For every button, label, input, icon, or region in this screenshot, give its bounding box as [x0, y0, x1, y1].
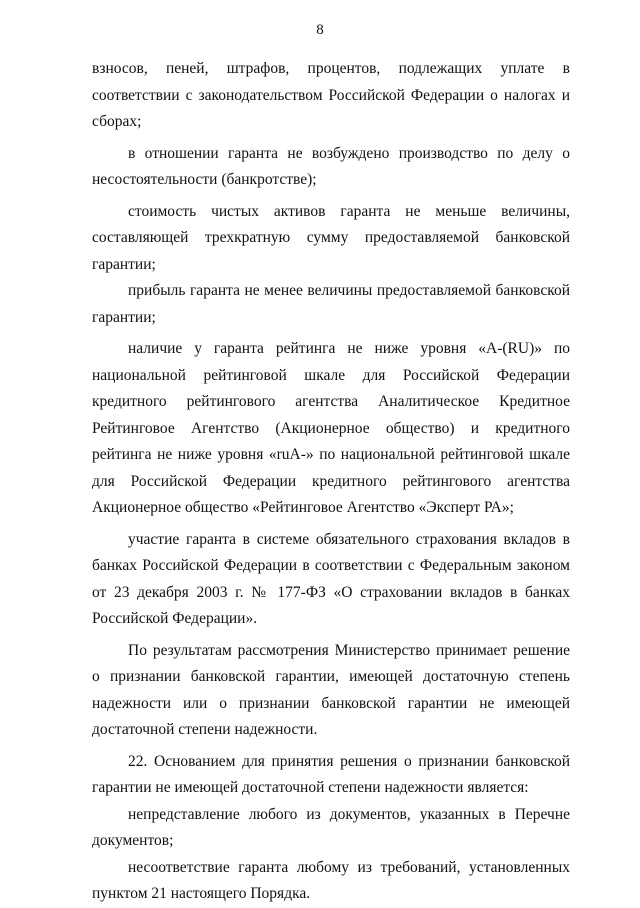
paragraph-5: наличие у гаранта рейтинга не ниже уровня «A-(RU)» по национальной рейтинговой шкале для Российской Федерации кредитного рейтингового агентства Аналитическое Кредитное Рейтинговое Агентство (Акционерное общество) и кредитного рейтинга не ниже уровня «ruA-» по национальной рейтинговой шкале для Российской Федерации кредитного рейтингового агентства Акционерное общество «Рейтинговое Агентство «Эксперт РА»;: [92, 340, 570, 516]
document-body: [92, 56, 570, 908]
paragraph-3: стоимость чистых активов гаранта не меньше величины, составляющей трехкратную сумму предоставляемой банковской гарантии;: [92, 202, 570, 273]
paragraph-4: прибыль гаранта не менее величины предоставляемой банковской гарантии;: [92, 282, 570, 326]
paragraph-7: По результатам рассмотрения Министерство принимает решение о признании банковской гарантии, имеющей достаточную степень надежности или о признании банковской гарантии не имеющей достаточной степени надежности.: [92, 641, 570, 738]
paragraph-9: непредставление любого из документов, указанных в Перечне документов;: [92, 805, 570, 849]
paragraph-2: в отношении гаранта не возбуждено производство по делу о несостоятельности (банкротстве);: [92, 144, 570, 188]
paragraph-10: несоответствие гаранта любому из требований, установленных пунктом 21 настоящего Порядка.: [92, 858, 570, 902]
paragraph-8: 22. Основанием для принятия решения о признании банковской гарантии не имеющей достаточной степени надежности является:: [92, 752, 570, 796]
page-number: 8: [316, 22, 324, 38]
paragraph-6: участие гаранта в системе обязательного страхования вкладов в банках Российской Федерации в соответствии с Федеральным законом от 23 декабря 2003 г. № 177-ФЗ «О страховании вкладов в банках Российской Федерации».: [92, 530, 570, 627]
paragraph-1: взносов, пеней, штрафов, процентов, подлежащих уплате в соответствии с законодательством Российской Федерации о налогах и сборах;: [92, 60, 570, 130]
